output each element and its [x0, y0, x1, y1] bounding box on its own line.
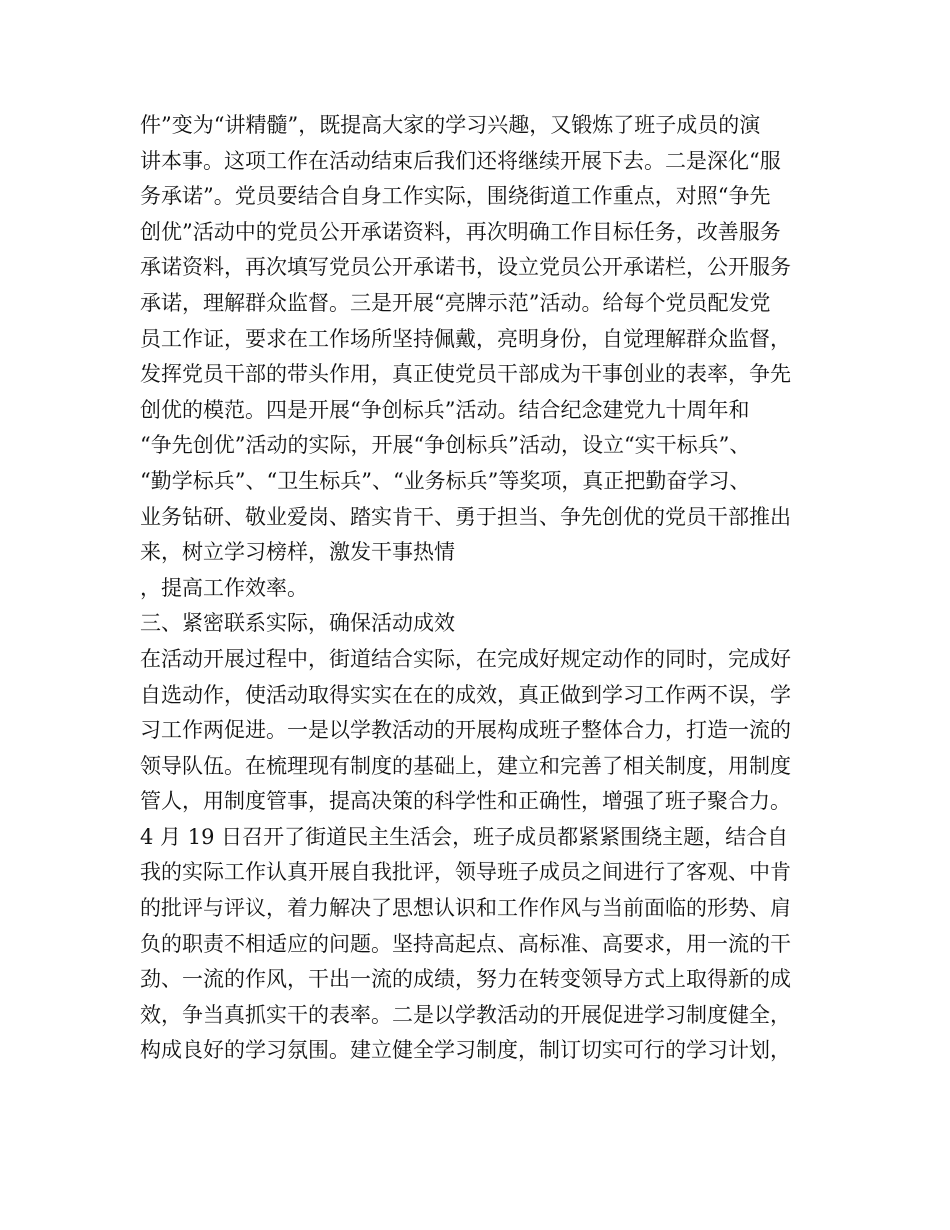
- text-line: 务承诺”。党员要结合自身工作实际，围绕街道工作重点，对照“争先: [140, 184, 771, 209]
- text-line: 构成良好的学习氛围。建立健全学习制度，制订切实可行的学习计划，: [140, 1038, 791, 1063]
- text-line: “勤学标兵”、“卫生标兵”、“业务标兵”等奖项，真正把勤奋学习、: [140, 468, 751, 493]
- text-line: 我的实际工作认真开展自我批评，领导班子成员之间进行了客观、中肯: [140, 860, 791, 885]
- body-text: [140, 108, 840, 1069]
- text-line: 件”变为“讲精髓”，既提高大家的学习兴趣，又锻炼了班子成员的演: [140, 113, 761, 137]
- text-line: 效，争当真抓实干的表率。二是以学教活动的开展促进学习制度健全，: [140, 1002, 791, 1027]
- text-line: 自选动作，使活动取得实实在在的成效，真正做到学习工作两不误，学: [140, 682, 791, 707]
- text-line: 承诺资料，再次填写党员公开承诺书，设立党员公开承诺栏，公开服务: [140, 255, 791, 280]
- text-line: 来，树立学习榜样，激发干事热情: [140, 540, 455, 565]
- text-line: 在活动开展过程中，街道结合实际，在完成好规定动作的同时，完成好: [140, 646, 791, 671]
- text-line: 劲、一流的作风，干出一流的成绩，努力在转变领导方式上取得新的成: [140, 967, 791, 992]
- text-line: 的批评与评议，着力解决了思想认识和工作作风与当前面临的形势、肩: [140, 896, 791, 921]
- text-line: 创优的模范。四是开展“争创标兵”活动。结合纪念建党九十周年和: [140, 397, 750, 422]
- section-heading: 三、紧密联系实际，确保活动成效: [140, 611, 455, 636]
- text-line: 领导队伍。在梳理现有制度的基础上，建立和完善了相关制度，用制度: [140, 753, 791, 778]
- text-line: 管人，用制度管事，提高决策的科学性和正确性，增强了班子聚合力。: [140, 789, 791, 814]
- text-line: 负的职责不相适应的问题。坚持高起点、高标准、高要求，用一流的干: [140, 931, 791, 956]
- text-line: 习工作两促进。一是以学教活动的开展构成班子整体合力，打造一流的: [140, 718, 791, 743]
- text-line: 业务钻研、敬业爱岗、踏实肯干、勇于担当、争先创优的党员干部推出: [140, 504, 791, 529]
- text-line: ，提高工作效率。: [140, 575, 308, 600]
- text-line: 创优”活动中的党员公开承诺资料，再次明确工作目标任务，改善服务: [140, 219, 781, 244]
- text-line: 员工作证，要求在工作场所坚持佩戴，亮明身份，自觉理解群众监督，: [140, 326, 791, 351]
- text-line: 4 月 19 日召开了街道民主生活会，班子成员都紧紧围绕主题，结合自: [140, 824, 789, 849]
- text-line: “争先创优”活动的实际，开展“争创标兵”活动，设立“实干标兵”、: [140, 433, 751, 458]
- text-line: 发挥党员干部的带头作用，真正使党员干部成为干事创业的表率，争先: [140, 362, 791, 387]
- text-line: 讲本事。这项工作在活动结束后我们还将继续开展下去。二是深化“服: [140, 148, 781, 173]
- text-line: 承诺，理解群众监督。三是开展“亮牌示范”活动。给每个党员配发党: [140, 290, 771, 315]
